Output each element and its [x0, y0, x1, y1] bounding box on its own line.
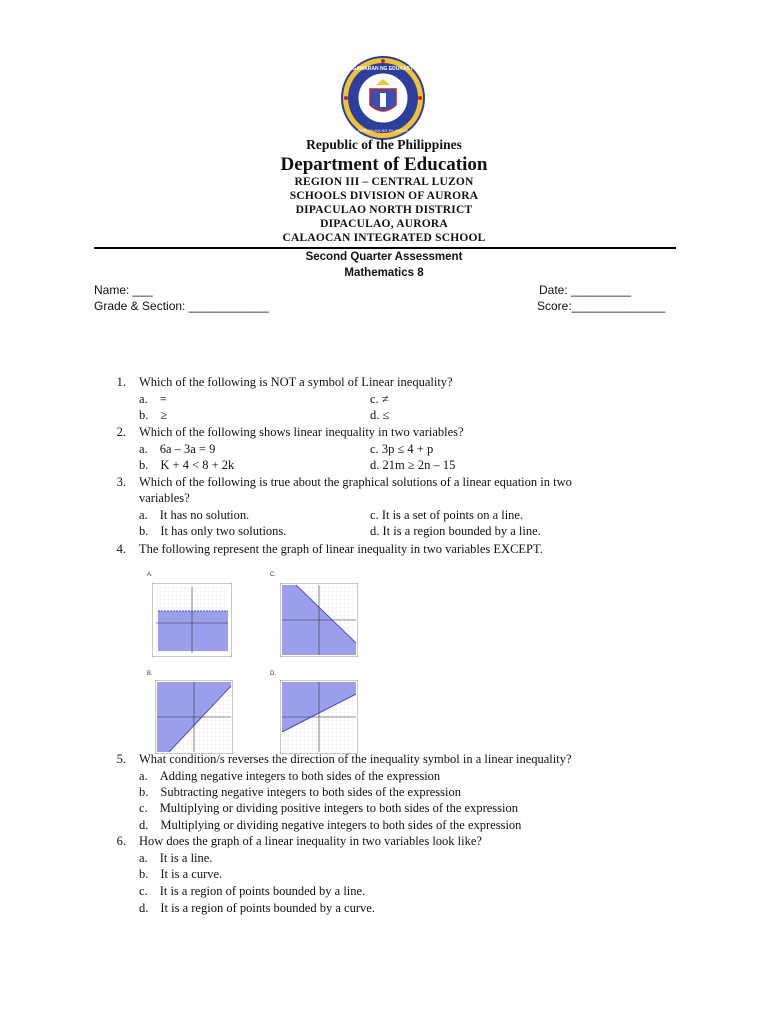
question-number: 5.	[116, 752, 126, 766]
question-number: 6.	[116, 834, 126, 848]
graph-label-d: D.	[270, 671, 276, 677]
option-6c[interactable]: c. It is a region of points bounded by a line.	[139, 884, 366, 898]
question-number: 1.	[116, 375, 126, 389]
option-3c[interactable]: c. It is a set of points on a line.	[370, 508, 524, 522]
school-line: CALAOCAN INTEGRATED SCHOOL	[282, 232, 486, 244]
grade-section-field[interactable]: Grade & Section: ____________	[94, 299, 269, 313]
department-heading: Department of Education	[280, 154, 488, 175]
header-divider	[94, 247, 676, 249]
option-5c[interactable]: c. Multiplying or dividing positive integers to both sides of the expression	[139, 801, 518, 815]
option-3d[interactable]: d. It is a region bounded by a line.	[370, 524, 541, 538]
date-field[interactable]: Date: _________	[539, 283, 632, 297]
subject-title: Mathematics 8	[344, 267, 424, 279]
question-text-continued: variables?	[139, 491, 190, 505]
option-2b[interactable]: b. K + 4 < 8 + 2k	[139, 458, 235, 472]
question-text: The following represent the graph of linear inequality in two variables EXCEPT.	[139, 542, 543, 556]
district-line: DIPACULAO NORTH DISTRICT	[295, 204, 473, 216]
division-line: SCHOOLS DIVISION OF AURORA	[289, 190, 479, 202]
option-1d[interactable]: d. ≤	[370, 408, 390, 422]
option-2c[interactable]: c. 3p ≤ 4 + p	[370, 442, 434, 456]
option-6a[interactable]: a. It is a line.	[139, 851, 213, 865]
option-1a[interactable]: a. =	[139, 392, 167, 406]
municipality-line: DIPACULAO, AURORA	[320, 218, 448, 230]
option-3a[interactable]: a. It has no solution.	[139, 508, 250, 522]
graph-option-c[interactable]	[280, 583, 358, 662]
score-field[interactable]: Score:______________	[537, 299, 666, 313]
svg-text:KAGAWARAN NG EDUKASYON: KAGAWARAN NG EDUKASYON	[345, 66, 421, 72]
option-1c[interactable]: c. ≠	[370, 392, 389, 406]
question-number: 3.	[116, 475, 126, 489]
svg-text:REPUBLIKA NG PILIPINAS: REPUBLIKA NG PILIPINAS	[358, 128, 408, 133]
option-3b[interactable]: b. It has only two solutions.	[139, 524, 287, 538]
name-field[interactable]: Name: ___	[94, 283, 153, 297]
option-6b[interactable]: b. It is a curve.	[139, 867, 223, 881]
assessment-title: Second Quarter Assessment	[305, 251, 463, 263]
question-number: 2.	[116, 425, 126, 439]
question-text: What condition/s reverses the direction of the inequality symbol in a linear inequality?	[139, 752, 572, 766]
option-6d[interactable]: d. It is a region of points bounded by a curve.	[139, 901, 375, 915]
graph-option-d[interactable]	[280, 680, 358, 759]
option-5a[interactable]: a. Adding negative integers to both sides of the expression	[139, 769, 441, 783]
option-5d[interactable]: d. Multiplying or dividing negative integers to both sides of the expression	[139, 818, 522, 832]
graph-option-b[interactable]	[155, 680, 233, 759]
question-number: 4.	[116, 542, 126, 556]
graph-label-b: B.	[147, 671, 153, 677]
republic-heading: Republic of the Philippines	[306, 137, 462, 152]
deped-seal-logo	[340, 55, 426, 141]
question-text: Which of the following is NOT a symbol of Linear inequality?	[139, 375, 453, 389]
question-text: Which of the following shows linear inequality in two variables?	[139, 425, 464, 439]
question-text: Which of the following is true about the graphical solutions of a linear equation in two	[139, 475, 572, 489]
option-1b[interactable]: b. ≥	[139, 408, 168, 422]
option-2d[interactable]: d. 21m ≥ 2n – 15	[370, 458, 456, 472]
question-text: How does the graph of a linear inequality in two variables look like?	[139, 834, 482, 848]
region-line: REGION III – CENTRAL LUZON	[294, 176, 474, 188]
option-5b[interactable]: b. Subtracting negative integers to both sides of the expression	[139, 785, 462, 799]
graph-label-c: C.	[270, 572, 276, 578]
option-2a[interactable]: a. 6a – 3a = 9	[139, 442, 216, 456]
graph-label-a: A.	[147, 572, 153, 578]
graph-option-a[interactable]	[152, 583, 232, 662]
